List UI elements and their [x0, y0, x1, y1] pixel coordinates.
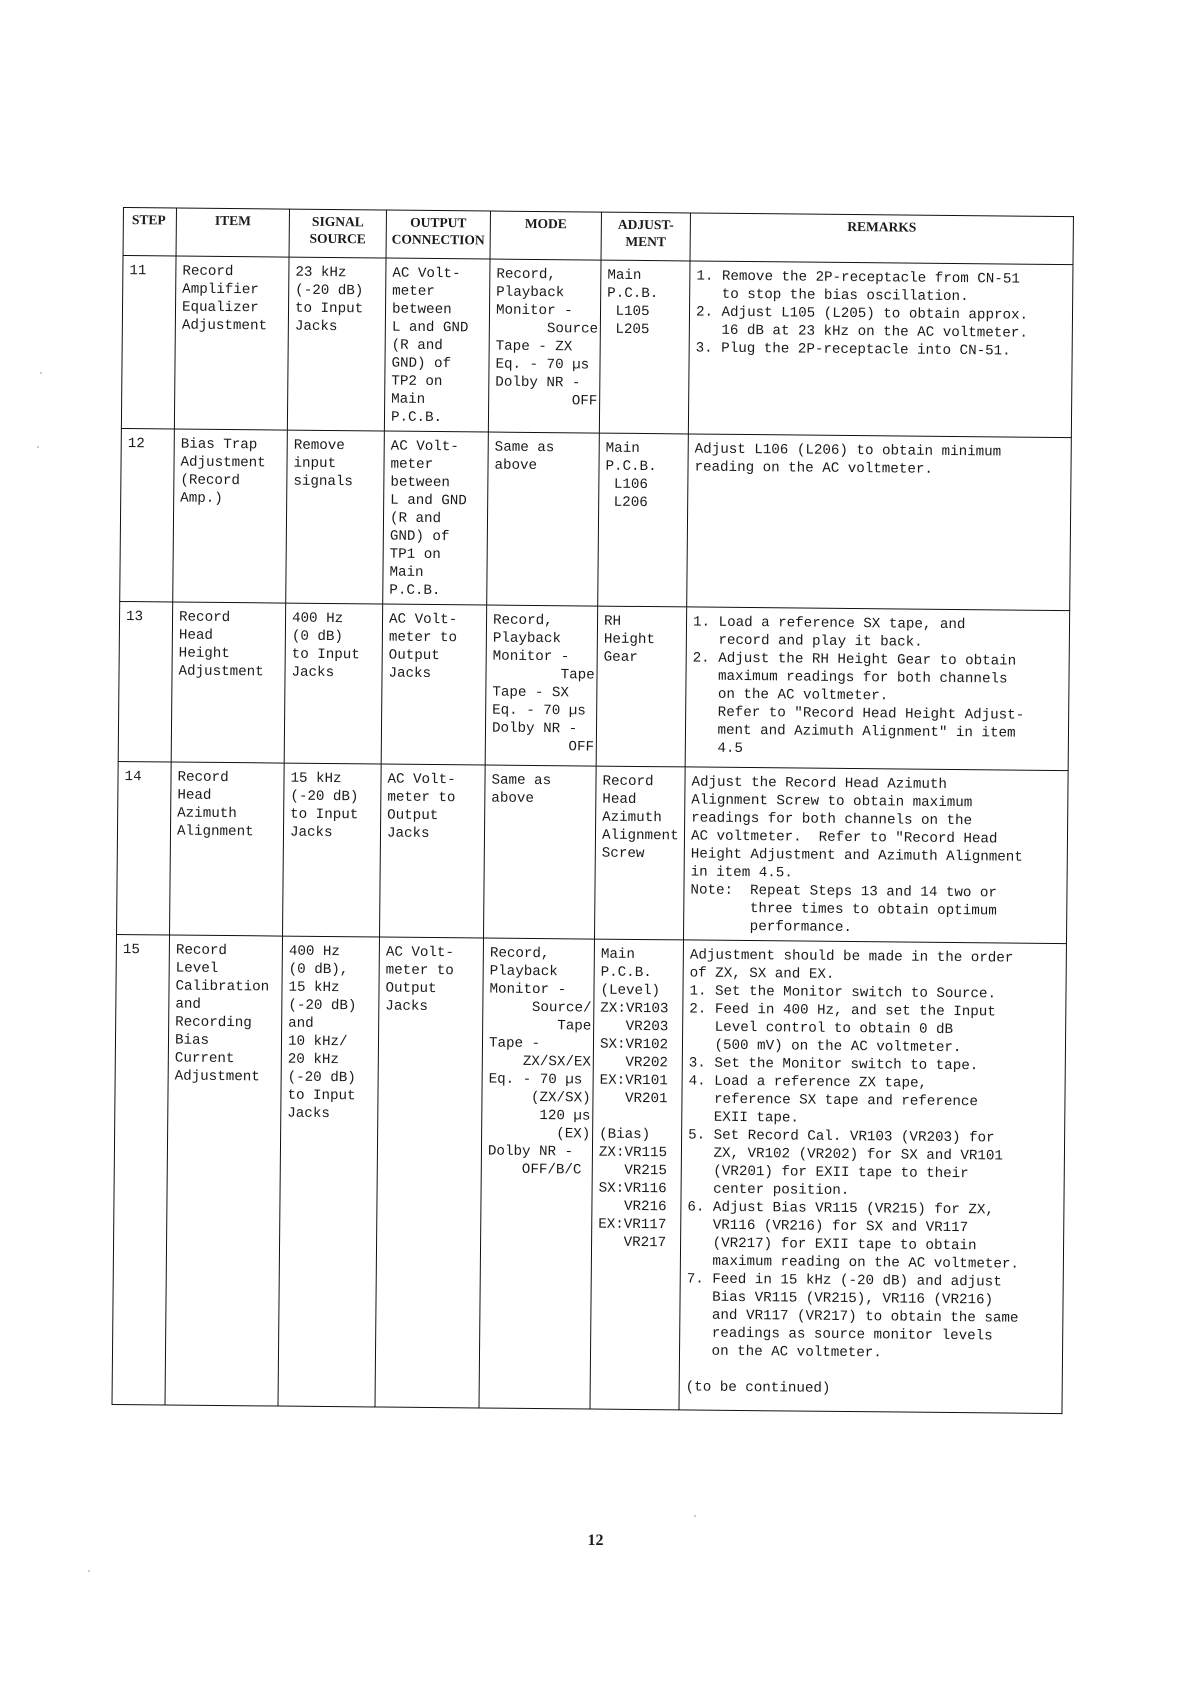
scan-speck	[37, 446, 39, 448]
remarks: 1. Remove the 2P-receptacle from CN-51 to stop the bias oscillation. 2. Adjust L105 (L205) to obtain approx. 16 dB at 23 kHz on the AC voltmeter. 3. Plug the 2P-receptacle into CN-51.	[688, 261, 1073, 438]
scan-speck	[88, 1570, 90, 1572]
step-number: 13	[118, 601, 173, 762]
mode: Same as above	[487, 432, 600, 606]
remarks: 1. Load a reference SX tape, and record and play it back. 2. Adjust the RH Height Gear to obtain maximum readings for both channels on the AC voltmeter. Refer to "Record Head Height Adjust- ment and Azimuth Alignment" in item 4.5	[685, 607, 1070, 771]
remarks: Adjustment should be made in the order of ZX, SX and EX. 1. Set the Monitor switch to Source. 2. Feed in 400 Hz, and set the Input Level control to obtain 0 dB (500 mV) on the AC voltmeter. 3. Set the Monitor switch to tape. 4. Load a reference ZX tape, reference SX tape and reference EXII tape. 5. Set Record Cal. VR103 (VR203) for ZX, VR102 (VR202) for SX and VR101 (VR201) for EXII tape to their center position. 6. Adjust Bias VR115 (VR215) for ZX, VR116 (VR216) for SX and VR117 (VR217) for EXII tape to obtain maximum reading on the AC voltmeter. 7. Feed in 15 kHz (-20 dB) and adjust Bias VR115 (VR215), VR116 (VR216) and VR117 (VR217) to obtain the same readings as source monitor levels on the AC voltmeter. (to be continued)	[679, 940, 1066, 1414]
table-row	[112, 934, 1066, 1413]
step-number: 12	[120, 428, 175, 602]
header-adjustment: ADJUST- MENT	[601, 212, 690, 261]
output-connection: AC Volt- meter between L and GND (R and GND) of TP2 on Main P.C.B.	[384, 258, 490, 432]
adjustment-point: Main P.C.B. (Level) ZX:VR103 VR203 SX:VR102 VR202 EX:VR101 VR201 (Bias) ZX:VR115 VR215 SX:VR116 VR216 EX:VR117 VR217	[590, 939, 684, 1410]
adjustment-point: Record Head Azimuth Alignment Screw	[594, 766, 685, 940]
table-row	[118, 601, 1069, 770]
adjustment-point: RH Height Gear	[596, 606, 687, 767]
step-item: Record Head Azimuth Alignment	[170, 762, 285, 936]
header-step: STEP	[123, 208, 176, 257]
step-number: 11	[121, 256, 176, 430]
step-item: Record Amplifier Equalizer Adjustment	[174, 256, 289, 430]
header-signal-source: SIGNAL SOURCE	[289, 209, 386, 258]
signal-source: Remove input signals	[286, 430, 385, 604]
page-number: 12	[587, 1532, 604, 1549]
table-row	[117, 761, 1069, 943]
table-row	[120, 428, 1072, 610]
mode: Same as above	[483, 765, 596, 939]
scan-speck	[40, 372, 42, 374]
adjustment-point: Main P.C.B. L105 L205	[599, 260, 690, 434]
signal-source: 400 Hz (0 dB) to Input Jacks	[284, 603, 383, 764]
signal-source: 15 kHz (-20 dB) to Input Jacks	[283, 763, 382, 937]
step-item: Record Level Calibration and Recording Bias Current Adjustment	[165, 935, 283, 1406]
step-item: Record Head Height Adjustment	[171, 602, 286, 763]
header-output-connection: OUTPUT CONNECTION	[386, 210, 490, 259]
signal-source: 400 Hz (0 dB), 15 kHz (-20 dB) and 10 kHz/ 20 kHz (-20 dB) to Input Jacks	[278, 936, 380, 1407]
header-remarks: REMARKS	[690, 213, 1073, 265]
mode: Record, Playback Monitor - Tape Tape - SX Eq. - 70 µs Dolby NR - OFF	[485, 605, 598, 766]
step-number: 14	[117, 761, 172, 935]
output-connection: AC Volt- meter to Output Jacks	[380, 764, 486, 938]
output-connection: AC Volt- meter between L and GND (R and GND) of TP1 on Main P.C.B.	[383, 431, 489, 605]
mode: Record, Playback Monitor - Source Tape - ZX Eq. - 70 µs Dolby NR - OFF	[488, 259, 601, 433]
output-connection: AC Volt- meter to Output Jacks	[381, 604, 487, 765]
step-item: Bias Trap Adjustment (Record Amp.)	[173, 429, 288, 603]
remarks: Adjust the Record Head Azimuth Alignment Screw to obtain maximum readings for both channels on the AC voltmeter. Refer to "Record Head Height Adjustment and Azimuth Alignment in item 4.5. Note: Repeat Steps 13 and 14 two or three times to obtain optimum performance.	[683, 767, 1068, 944]
header-mode: MODE	[490, 211, 601, 260]
adjustment-point: Main P.C.B. L106 L206	[598, 433, 689, 607]
header-item: ITEM	[176, 208, 289, 257]
signal-source: 23 kHz (-20 dB) to Input Jacks	[287, 257, 386, 431]
adjustment-table	[112, 207, 1074, 1414]
scan-speck	[694, 1515, 696, 1517]
table-row	[121, 256, 1073, 438]
mode: Record, Playback Monitor - Source/ Tape Tape - ZX/SX/EX Eq. - 70 µs (ZX/SX) 120 µs (EX) Dolby NR - OFF/B/C	[479, 938, 595, 1409]
remarks: Adjust L106 (L206) to obtain minimum reading on the AC voltmeter.	[687, 434, 1072, 611]
output-connection: AC Volt- meter to Output Jacks	[375, 937, 484, 1408]
step-number: 15	[112, 934, 170, 1404]
